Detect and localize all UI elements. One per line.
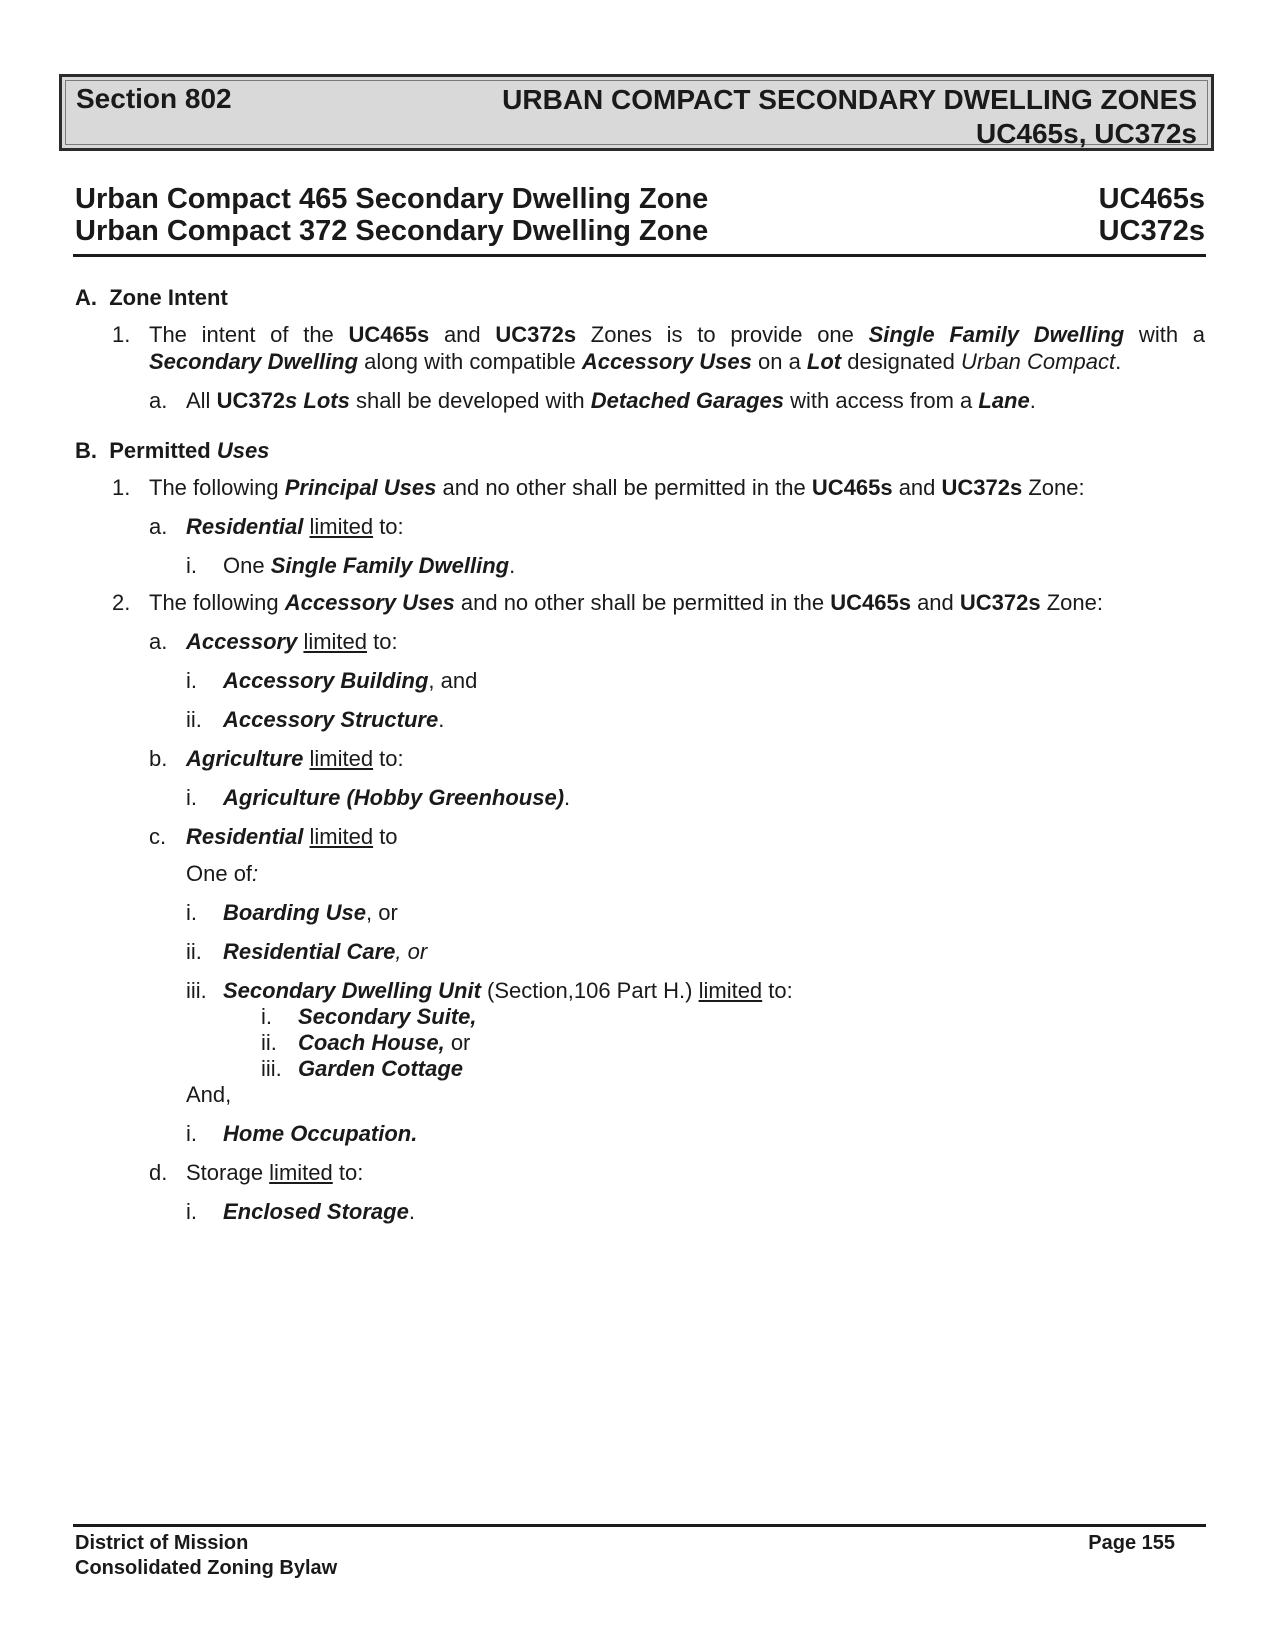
zone-code-term: UC372s [959, 590, 1041, 615]
zone-code-term: UC372s [495, 322, 577, 347]
text: on a [751, 349, 807, 374]
defined-term: Boarding Use [223, 900, 367, 925]
defined-term: Accessory Uses [581, 349, 752, 374]
text: Zones is to provide one [576, 322, 869, 347]
a1-line1 [149, 321, 1205, 348]
text: with access from a [783, 388, 979, 413]
defined-term: s Lots [285, 388, 350, 413]
zone-name: Urban Compact 372 Secondary Dwelling Zone [75, 215, 709, 247]
a1-line2 [149, 348, 1121, 375]
b2c-home-marker: i. [186, 1121, 197, 1146]
a1-marker: 1. [112, 322, 131, 347]
b2a-marker: a. [149, 629, 168, 654]
defined-term: Single Family Dwelling [270, 553, 510, 578]
zone-row-uc465s [75, 183, 1205, 217]
page-number: Page 155 [1088, 1532, 1175, 1554]
b1a-marker: a. [149, 514, 168, 539]
zone-name: Urban Compact 465 Secondary Dwelling Zone [75, 183, 709, 215]
zone-code: UC372s [1098, 215, 1205, 247]
defined-term: Home Occupation. [223, 1121, 418, 1146]
text: . [408, 1199, 415, 1224]
text: The intent of the [149, 322, 349, 347]
zone-divider [73, 254, 1206, 257]
defined-term: Detached Garages [590, 388, 784, 413]
b2ciii-ii-text [298, 1029, 470, 1056]
section-title-line2: UC465s, UC372s [975, 118, 1197, 149]
defined-term: Lot [806, 349, 842, 374]
defined-term: Agriculture [186, 746, 304, 771]
text: to: [762, 978, 793, 1003]
text: with a [1124, 322, 1206, 347]
defined-term: Accessory Structure [223, 707, 439, 732]
b2cii-text [223, 938, 427, 965]
text: , and [428, 668, 478, 693]
b2ciii-marker: iii. [186, 978, 207, 1003]
text: along with compatible [358, 349, 582, 374]
text: and no other shall be permitted in the [436, 475, 812, 500]
defined-term: Secondary Dwelling [149, 349, 359, 374]
footer-divider [73, 1524, 1206, 1527]
text: to: [373, 514, 404, 539]
defined-term: Principal Uses [284, 475, 437, 500]
defined-term: Accessory Uses [284, 590, 455, 615]
text: and [892, 475, 942, 500]
text: , or [366, 900, 398, 925]
section-b-title-term: Uses [216, 438, 270, 463]
text: All [186, 388, 217, 413]
b2di-text [223, 1198, 415, 1225]
b2-text [149, 589, 1103, 616]
b2c-and: And, [186, 1082, 232, 1107]
footer-line2: Consolidated Zoning Bylaw [75, 1557, 338, 1579]
a1a-marker: a. [149, 388, 168, 413]
defined-term: Coach House, [298, 1030, 445, 1055]
defined-term: Accessory [186, 629, 298, 654]
defined-term: Residential Care [223, 939, 396, 964]
text: to: [373, 746, 404, 771]
text: The following [149, 475, 285, 500]
zone-code-term: UC465s [811, 475, 893, 500]
b2b-text [186, 745, 404, 772]
footer-org [75, 1531, 337, 1581]
a1a-text [186, 387, 1036, 414]
text: Zone: [1040, 590, 1103, 615]
b2ci-marker: i. [186, 900, 197, 925]
b2-marker: 2. [112, 590, 131, 615]
b2bi-marker: i. [186, 785, 197, 810]
b2ci-text [223, 899, 398, 926]
underlined-term: limited [698, 978, 763, 1003]
defined-term: Residential [186, 514, 304, 539]
b2d-marker: d. [149, 1160, 168, 1185]
defined-term: Single Family Dwelling [868, 322, 1125, 347]
text: . [1029, 388, 1036, 413]
text: One [223, 553, 271, 578]
defined-term: Garden Cottage [298, 1056, 464, 1081]
b2ai-text [223, 667, 477, 694]
underlined-term: limited [309, 824, 374, 849]
zone-row-uc372s [75, 215, 1205, 249]
text: . [438, 707, 445, 732]
zone-code-term: UC465s [830, 590, 911, 615]
text: . [564, 785, 571, 810]
b2ciii-i-text [298, 1003, 477, 1030]
text: Storage [186, 1160, 270, 1185]
b2c-marker: c. [149, 824, 167, 849]
text: . [1115, 349, 1122, 374]
text: The following [149, 590, 285, 615]
text: shall be developed with [349, 388, 591, 413]
defined-term: Accessory Building [223, 668, 429, 693]
defined-term: Secondary Dwelling Unit [223, 978, 481, 1003]
section-number: Section 802 [76, 83, 232, 114]
text: . [509, 553, 516, 578]
zone-code-term: UC372 [216, 388, 286, 413]
italic-term: Urban Compact [961, 349, 1116, 374]
section-title-line1: URBAN COMPACT SECONDARY DWELLING ZONES [502, 84, 1197, 115]
text: and [429, 322, 496, 347]
text: One of [186, 861, 253, 886]
text: to [373, 824, 398, 849]
b2b-marker: b. [149, 746, 168, 771]
zone-code-term: UC372s [941, 475, 1023, 500]
text: or [444, 1030, 471, 1055]
text: and no other shall be permitted in the [454, 590, 831, 615]
b2ciii-iii-marker: iii. [261, 1056, 282, 1081]
b2ciii-iii-text [298, 1055, 463, 1082]
defined-term: Secondary Suite, [298, 1004, 477, 1029]
text: Zone: [1022, 475, 1085, 500]
text: to: [367, 629, 398, 654]
text: designated [841, 349, 961, 374]
text: to: [332, 1160, 364, 1185]
zone-code-term: UC465s [348, 322, 430, 347]
b1ai-text [223, 552, 515, 579]
b2c-home-text [223, 1120, 417, 1147]
underlined-term: limited [303, 629, 368, 654]
b2ai-marker: i. [186, 668, 197, 693]
footer-line1: District of Mission [75, 1532, 249, 1554]
b2bi-text [223, 784, 570, 811]
b2a-text [186, 628, 398, 655]
section-b-heading [75, 437, 269, 464]
defined-term: Lane [978, 388, 1030, 413]
section-b-marker: B. [75, 438, 97, 463]
defined-term: Enclosed Storage [223, 1199, 409, 1224]
b2ciii-i-marker: i. [261, 1004, 272, 1029]
defined-term: Agriculture (Hobby Greenhouse) [223, 785, 565, 810]
section-a-title: Zone Intent [109, 285, 228, 310]
section-a-marker: A. [75, 285, 97, 310]
b2cii-marker: ii. [186, 939, 202, 964]
b1ai-marker: i. [186, 553, 197, 578]
text: (Section,106 Part H.) [480, 978, 699, 1003]
b2d-text [186, 1159, 363, 1186]
defined-term: Residential [186, 824, 304, 849]
b2c-text [186, 823, 398, 850]
zone-code: UC465s [1098, 183, 1205, 215]
section-b-title: Permitted [109, 438, 217, 463]
b1-marker: 1. [112, 475, 131, 500]
text: , or [395, 939, 428, 964]
text: : [252, 861, 259, 886]
b2di-marker: i. [186, 1199, 197, 1224]
b2c-one-of [186, 860, 258, 887]
b2ciii-text [223, 977, 793, 1004]
section-title [502, 83, 1197, 151]
underlined-term: limited [309, 514, 374, 539]
section-header [59, 74, 1214, 151]
underlined-term: limited [269, 1160, 333, 1185]
b1a-text [186, 513, 404, 540]
b2aii-marker: ii. [186, 707, 202, 732]
b2ciii-ii-marker: ii. [261, 1030, 277, 1055]
b2aii-text [223, 706, 444, 733]
underlined-term: limited [309, 746, 374, 771]
text: and [910, 590, 960, 615]
section-a-heading [75, 284, 228, 311]
b1-text [149, 474, 1085, 501]
